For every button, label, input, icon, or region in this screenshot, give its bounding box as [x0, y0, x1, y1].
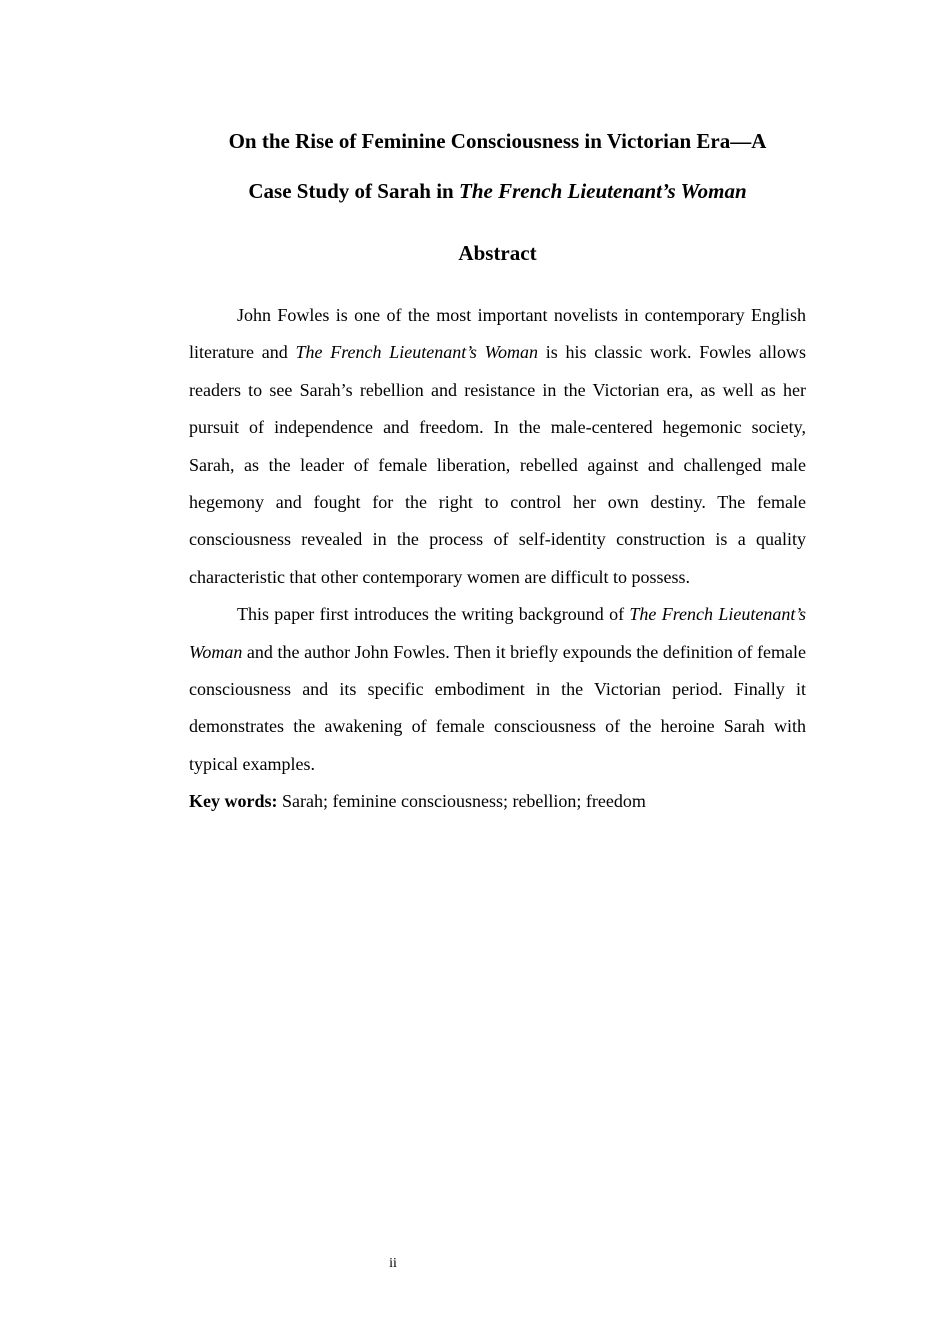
paragraph-2-text-b: and the author John Fowles. Then it briefly expounds the definition of female consciousness and its specific embodiment in the Victorian period. Finally it demonstrates the awakening of female consciousness of the heroine Sarah with typical examples.: [189, 641, 806, 774]
keywords-line: [189, 783, 806, 820]
paragraph-1-text-b: is his classic work. Fowles allows readers to see Sarah’s rebellion and resistance in the Victorian era, as well as her pursuit of independence and freedom. In the male-centered hegemonic society, Sarah, as the leader of female liberation, rebelled against and challenged male hegemony and fought for the right to control her own destiny. The female consciousness revealed in the process of self-identity construction is a quality characteristic that other contemporary women are difficult to possess.: [189, 342, 807, 587]
abstract-body: [189, 297, 806, 821]
title-book-name: The French Lieutenant’s Woman: [459, 179, 747, 203]
abstract-heading: Abstract: [458, 241, 537, 265]
title-line-2-text: Case Study of Sarah in: [248, 179, 459, 203]
keywords-text: Sarah; feminine consciousness; rebellion; freedom: [277, 791, 646, 812]
paragraph-1-text-a: John Fowles is one of the most important novelists in contemporary English literature and: [189, 305, 806, 363]
abstract-paragraph-1: [189, 297, 806, 596]
paragraph-2-book-name: The French Lieutenant’s Woman: [189, 604, 806, 662]
title-line-1: On the Rise of Feminine Consciousness in Victorian Era—A: [228, 129, 767, 153]
paragraph-1-book-name: The French Lieutenant’s Woman: [295, 342, 539, 363]
paragraph-2-text-a: This paper first introduces the writing background of: [237, 604, 630, 625]
page-number: ii: [389, 1256, 397, 1271]
title-line-2: [100, 177, 895, 205]
keywords-label: Key words:: [189, 791, 278, 812]
abstract-paragraph-2: [189, 596, 806, 783]
